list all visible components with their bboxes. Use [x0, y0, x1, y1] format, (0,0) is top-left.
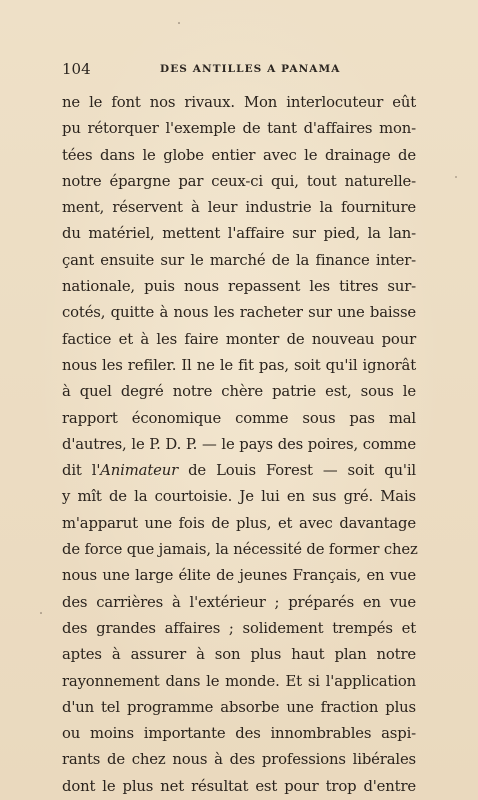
text-line: à quel degré notre chère patrie est, sous le [62, 383, 416, 401]
paper-speck [455, 176, 457, 178]
text-line: rayonnement dans le monde. Et si l'application [62, 672, 416, 690]
text-line: m'apparut une fois de plus, et avec davantage [62, 514, 416, 532]
text-line: d'un tel programme absorbe une fraction plus [62, 698, 416, 716]
text-line: ment, réservent à leur industrie la fourniture [62, 199, 416, 217]
text-line: des carrières à l'extérieur ; préparés en vue [62, 593, 416, 611]
text-line: nous une large élite de jeunes Français, en vue [62, 567, 416, 585]
text-line: de force que jamais, la nécessité de former chez [62, 541, 418, 559]
text-line: rapport économique comme sous pas mal [62, 409, 416, 427]
text-line: aptes à assurer à son plus haut plan notre [62, 646, 416, 664]
text-line: des grandes affaires ; solidement trempés et [62, 619, 416, 637]
text-line: du matériel, mettent l'affaire sur pied, la lan- [62, 225, 416, 243]
text-line: y mît de la courtoisie. Je lui en sus gré. Mais [62, 488, 416, 506]
text-line: ne le font nos rivaux. Mon interlocuteur eût [62, 94, 416, 111]
running-title: DES ANTILLES A PANAMA [160, 63, 341, 75]
body-text [62, 90, 416, 800]
text-line: nous les refiler. Il ne le fit pas, soit qu'il ignorât [62, 356, 416, 374]
page-number: 104 [62, 60, 91, 78]
text-line: cotés, quitte à nous les racheter sur une baisse [62, 304, 416, 322]
text-line: d'autres, le P. D. P. — le pays des poires, comme [62, 435, 416, 453]
text-segment: de Louis Forest — soit qu'il [178, 462, 416, 480]
text-line: notre épargne par ceux-ci qui, tout naturelle- [62, 172, 416, 190]
running-head [62, 60, 416, 82]
text-line: rants de chez nous à des professions libérales [62, 751, 416, 769]
text-line: pu rétorquer l'exemple de tant d'affaires mon- [62, 120, 416, 138]
text-line: factice et à les faire monter de nouveau pour [62, 330, 416, 348]
text-line: tées dans le globe entier avec le drainage de [62, 146, 416, 164]
text-line: ou moins importante des innombrables aspi- [62, 725, 416, 743]
text-line: nationale, puis nous repassent les titres sur- [62, 278, 416, 296]
text-segment: dit l' [62, 462, 101, 480]
paper-speck [40, 612, 42, 614]
italic-title: Animateur [100, 462, 179, 480]
text-line-italic-title [62, 458, 416, 484]
paper-speck [178, 22, 180, 24]
text-line: çant ensuite sur le marché de la finance inter- [62, 251, 416, 269]
text-line: dont le plus net résultat est pour trop d'entre [62, 777, 416, 795]
